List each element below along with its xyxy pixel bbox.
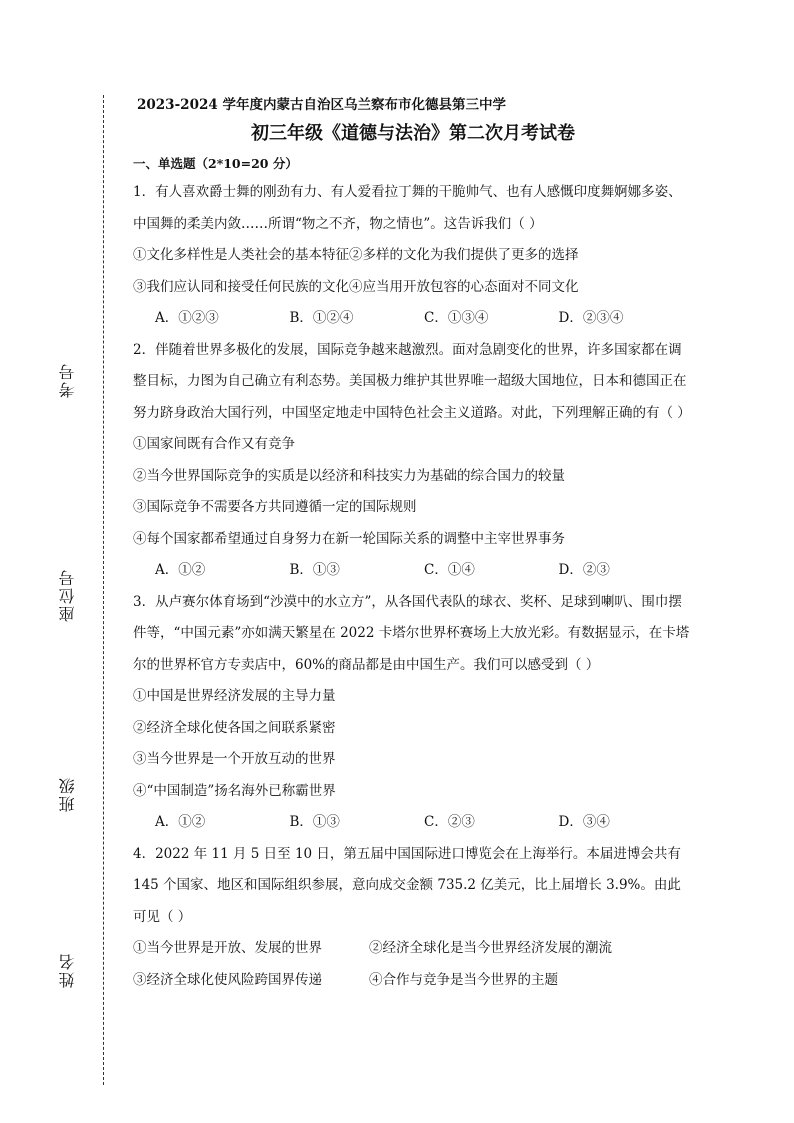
statement: ③国际竞争不需要各方共同遵循一定的国际规则 — [133, 499, 417, 515]
side-label-class: 班级 — [58, 776, 77, 812]
question-1 — [133, 177, 693, 335]
answer-options — [133, 807, 693, 839]
question-4 — [133, 839, 693, 997]
answer-options — [133, 303, 693, 335]
statement-row — [133, 965, 693, 997]
question-stem: 1．有人喜欢爵士舞的刚劲有力、有人爱看拉丁舞的干脆帅气、也有人感慨印度舞婀娜多姿、中国舞的柔美内敛……所谓“物之不齐，物之情也”。这告诉我们（ ） — [133, 184, 682, 232]
statement: ④合作与竞争是当今世界的主题 — [369, 971, 558, 988]
statement: ④“中国制造”扬名海外已称霸世界 — [133, 782, 336, 799]
statement: ③经济全球化使风险跨国界传递 — [133, 971, 322, 988]
option-b[interactable]: B．①②④ — [289, 310, 354, 326]
option-a[interactable]: A．①② — [155, 562, 206, 578]
option-c[interactable]: C．②③ — [424, 814, 475, 830]
question-stem: 3．从卢赛尔体育场到“沙漠中的水立方”，从各国代表队的球衣、奖杯、足球到喇叭、围巾摆件等，“中国元素”亦如满天繁星在 2022 卡塔尔世界杯赛场上大放光彩。有数据显示，在卡塔尔的世界杯官方专卖店中，60%的商品都是由中国生产。我们可以感受到（ ） — [133, 593, 690, 673]
option-a[interactable]: A．①② — [155, 814, 206, 830]
option-d[interactable]: D．②③④ — [558, 310, 624, 326]
question-3 — [133, 587, 693, 839]
question-stem: 4．2022 年 11 月 5 日至 10 日，第五届中国国际进口博览会在上海举行。本届进博会共有 145 个国家、地区和国际组织参展，意向成交金额 735.2 亿美元，比上届增长 3.9%。由此可见（ ） — [133, 845, 681, 925]
exam-title: 初三年级《道德与法治》第二次月考试卷 — [251, 123, 575, 144]
option-a[interactable]: A．①②③ — [155, 310, 219, 326]
statement: ③当今世界是一个开放互动的世界 — [133, 751, 336, 767]
side-label-seat-number: 座位号 — [58, 568, 77, 622]
answer-options — [133, 555, 693, 587]
question-2 — [133, 335, 693, 587]
statement: ②经济全球化使各国之间联系紧密 — [133, 719, 336, 736]
binding-dashed-line — [103, 95, 104, 1085]
option-c[interactable]: C．①④ — [424, 562, 475, 578]
option-b[interactable]: B．①③ — [289, 814, 340, 830]
option-d[interactable]: D．②③ — [558, 562, 610, 578]
statement: ①国家间既有合作又有竞争 — [133, 436, 295, 452]
question-stem: 2．伴随着世界多极化的发展，国际竞争越来越激烈。面对急剧变化的世界，许多国家都在调整目标，力图为自己确立有利态势。美国极力维护其世界唯一超级大国地位，日本和德国正在努力跻身政治大国行列，中国坚定地走中国特色社会主义道路。对此，下列理解正确的有（ ） — [133, 341, 691, 421]
statement-row — [133, 933, 693, 965]
statement: ③我们应认同和接受任何民族的文化④应当用开放包容的心态面对不同文化 — [133, 278, 579, 295]
side-label-exam-number: 考号 — [58, 362, 77, 398]
statement: ②当今世界国际竞争的实质是以经济和科技实力为基础的综合国力的较量 — [133, 467, 565, 484]
side-label-name: 姓名 — [58, 952, 77, 988]
statement: ②经济全球化是当今世界经济发展的潮流 — [369, 940, 612, 956]
section-heading: 一、单选题（2*10=20 分） — [133, 156, 298, 171]
statement: ①当今世界是开放、发展的世界 — [133, 940, 322, 956]
school-header: 2023-2024 学年度内蒙古自治区乌兰察布市化德县第三中学 — [137, 97, 506, 113]
statement: ①中国是世界经济发展的主导力量 — [133, 688, 336, 704]
option-d[interactable]: D．③④ — [558, 814, 610, 830]
option-c[interactable]: C．①③④ — [424, 310, 489, 326]
option-b[interactable]: B．①③ — [289, 562, 340, 578]
exam-page — [133, 95, 693, 996]
statement: ①文化多样性是人类社会的基本特征②多样的文化为我们提供了更多的选择 — [133, 247, 579, 263]
statement: ④每个国家都希望通过自身努力在新一轮国际关系的调整中主宰世界事务 — [133, 530, 565, 547]
